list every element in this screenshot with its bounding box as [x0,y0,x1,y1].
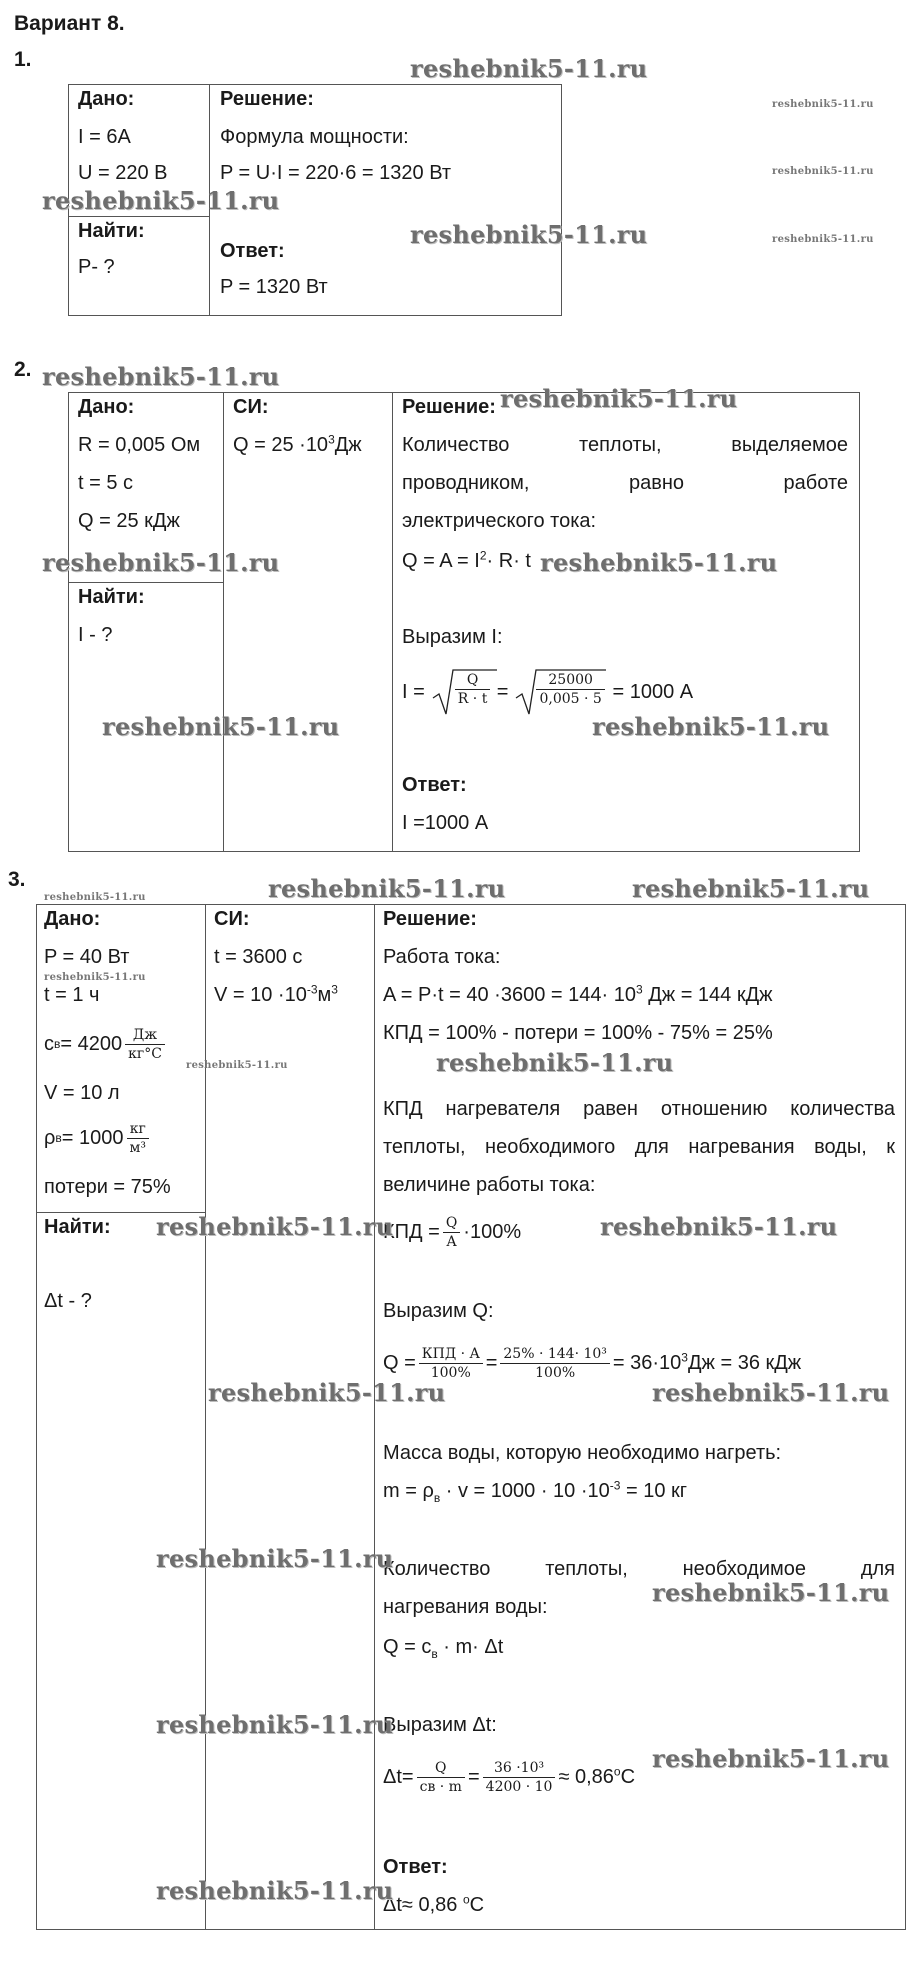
p3-efficiency-formula: КПД = 100% - потери = 100% - 75% = 25% [383,1022,773,1044]
p2-fraction-1: $\frac{Q}{R \cdot t}$ [455,672,491,707]
watermark: reshebnik5-11.ru [156,1544,394,1573]
watermark: reshebnik5-11.ru [652,1744,890,1773]
p3-solution-heading: Решение: [383,908,477,930]
p3-given-heading: Дано: [44,908,101,930]
p1-divider [68,216,210,217]
p1-solution-line-2: P = U·I = 220·6 = 1320 Вт [220,162,452,184]
watermark: reshebnik5-11.ru [42,548,280,577]
p2-given-heat: Q = 25 кДж [78,510,180,532]
watermark: reshebnik5-11.ru [410,54,648,83]
p1-solution-line-1: Формула мощности: [220,126,409,148]
watermark: reshebnik5-11.ru [632,874,870,903]
p2-fraction-2: $\frac{25000}{0,005 \cdot 5}$ [536,672,604,707]
watermark: reshebnik5-11.ru [208,1378,446,1407]
p3-efficiency-text-2: теплоты, необходимого для нагревания воды, к [383,1136,895,1158]
problem-1-number: 1. [14,48,32,71]
p3-efficiency-text-1: КПД нагревателя равен отношению количества [383,1098,895,1120]
p3-heat-text-2: нагревания воды: [383,1596,548,1618]
p2-sqrt-1 [431,666,497,718]
watermark: reshebnik5-11.ru [42,362,280,391]
p3-efficiency-ratio: КПД = $\frac{Q}{A}$ ·100% [383,1214,522,1250]
p2-si-heat: $Q = 25 \cdot 10^3Дж$ [233,432,362,456]
p2-root-formula: I = $\frac{Q}{R \cdot t}$ = $\frac{25000}{0,005 \cdot 5}$ = 1000 А [402,662,693,722]
p1-given-voltage: U = 220 В [78,162,168,184]
p3-mass-formula: $m = \rho_в \cdot v = 1000 \cdot 10 \cdot 10^{-3} = 10$ кг [383,1478,688,1505]
p2-given-time: t = 5 с [78,472,134,494]
p3-given-specific-heat: c в = 4200 $\frac{Дж}{кг^\circ C}$ [44,1024,168,1064]
p3-given-time: t = 1 ч [44,984,100,1006]
p3-given-power: P = 40 Вт [44,946,130,968]
watermark: reshebnik5-11.ru [772,234,874,245]
p2-find-value: I - ? [78,624,113,646]
p1-given-current: I = 6А [78,126,131,148]
p3-efficiency-text-3: величине работы тока: [383,1174,596,1196]
p3-answer-value: Δt≈ 0,86 $^o$C [383,1892,485,1916]
watermark: reshebnik5-11.ru [540,548,778,577]
p3-express-dt-label: Выразим Δt: [383,1714,497,1736]
p1-given-heading: Дано: [78,88,135,110]
watermark: reshebnik5-11.ru [44,892,146,903]
watermark: reshebnik5-11.ru [592,712,830,741]
p1-find-heading: Найти: [78,220,145,242]
p2-solution-heading: Решение: [402,396,496,418]
p2-si-heading: СИ: [233,396,269,418]
p3-q-fraction-2: $\frac{\text{25\% · 144· 10³}}{100\%}$ [500,1346,610,1381]
p3-si-volume: $V = 10 \cdot 10^{-3}м^3$ [214,982,338,1006]
p3-given-volume: V = 10 л [44,1082,120,1104]
p3-given-losses: потери = 75% [44,1176,171,1198]
p3-q-formula: Q = $\frac{\text{КПД · A}}{100\%}$ = $\frac{\text{25\% · 144· 10³}}{100\%}$ = $36\cdot 10^3Дж = 36$ кДж [383,1345,802,1381]
watermark: reshebnik5-11.ru [156,1212,394,1241]
page-title: Вариант 8. [14,12,125,35]
p3-dt-fraction-2: $\frac{\text{36 ·10³}}{4200 \cdot 10}$ [483,1760,556,1795]
p3-mass-heading: Масса воды, которую необходимо нагреть: [383,1442,782,1464]
p3-specific-heat-units: $\frac{Дж}{кг^\circ C}$ [125,1027,165,1062]
p2-solution-line-1: Количество теплоты, выделяемое [402,434,848,456]
p1-answer-value: P = 1320 Вт [220,276,328,298]
p2-solution-line-3: электрического тока: [402,510,597,532]
watermark: reshebnik5-11.ru [436,1048,674,1077]
watermark: reshebnik5-11.ru [42,186,280,215]
p3-express-q-label: Выразим Q: [383,1300,494,1322]
p3-si-time: t = 3600 с [214,946,303,968]
watermark: reshebnik5-11.ru [268,874,506,903]
p3-si-cell [205,904,375,1930]
p2-joule-formula: $Q = A = I^2\cdot R\cdot t$ [402,548,531,572]
p3-find-heading: Найти: [44,1216,111,1238]
watermark: reshebnik5-11.ru [500,384,738,413]
p2-divider [68,582,224,583]
watermark: reshebnik5-11.ru [600,1212,838,1241]
p3-si-heading: СИ: [214,908,250,930]
p3-work-formula: $A = P\cdot t = 40 \cdot 3600 = 144\cdot 10^3$ Дж = 144 кДж [383,982,773,1006]
p2-given-heading: Дано: [78,396,135,418]
p3-dt-fraction-1: $\frac{Q}{cв \cdot m}$ [417,1760,465,1795]
watermark: reshebnik5-11.ru [772,99,874,110]
p1-solution-heading: Решение: [220,88,314,110]
watermark: reshebnik5-11.ru [186,1060,288,1071]
p2-given-resistance: R = 0,005 Ом [78,434,201,456]
p2-si-cell [223,392,393,852]
p3-density-units: $\frac{кг}{\text{м³}}$ [127,1121,150,1156]
p3-answer-heading: Ответ: [383,1856,448,1878]
p1-find-value: P- ? [78,256,115,278]
problem-3-number: 3. [8,868,26,891]
watermark: reshebnik5-11.ru [410,220,648,249]
p3-given-density: ρ в = 1000 $\frac{кг}{\text{м³}}$ [44,1118,152,1158]
p2-sqrt-2 [514,666,606,718]
p2-solution-line-2: проводником, равно работе [402,472,848,494]
p3-heat-formula: $Q = c_в \cdot m\cdot \Delta t$ [383,1636,504,1661]
watermark: reshebnik5-11.ru [652,1578,890,1607]
p2-find-heading: Найти: [78,586,145,608]
p3-dt-formula: Δt= $\frac{Q}{cв \cdot m}$ = $\frac{\text{36 ·10³}}{4200 \cdot 10}$ ≈ $0,86^oC$ [383,1759,636,1795]
p3-efficiency-fraction: $\frac{Q}{A}$ [443,1215,460,1250]
watermark: reshebnik5-11.ru [102,712,340,741]
p2-express-label: Выразим I: [402,626,503,648]
p2-answer-value: I =1000 А [402,812,489,834]
p3-work-heading: Работа тока: [383,946,501,968]
p2-given-cell [68,392,224,852]
watermark: reshebnik5-11.ru [772,166,874,177]
p1-answer-heading: Ответ: [220,240,285,262]
p3-heat-text-1: Количество теплоты, необходимое для [383,1558,895,1580]
watermark: reshebnik5-11.ru [156,1710,394,1739]
p3-find-value: Δt - ? [44,1290,92,1312]
watermark: reshebnik5-11.ru [652,1378,890,1407]
watermark: reshebnik5-11.ru [44,972,146,983]
problem-2-number: 2. [14,358,32,381]
p3-q-fraction-1: $\frac{\text{КПД · A}}{100\%}$ [419,1346,483,1381]
watermark: reshebnik5-11.ru [156,1876,394,1905]
p2-answer-heading: Ответ: [402,774,467,796]
